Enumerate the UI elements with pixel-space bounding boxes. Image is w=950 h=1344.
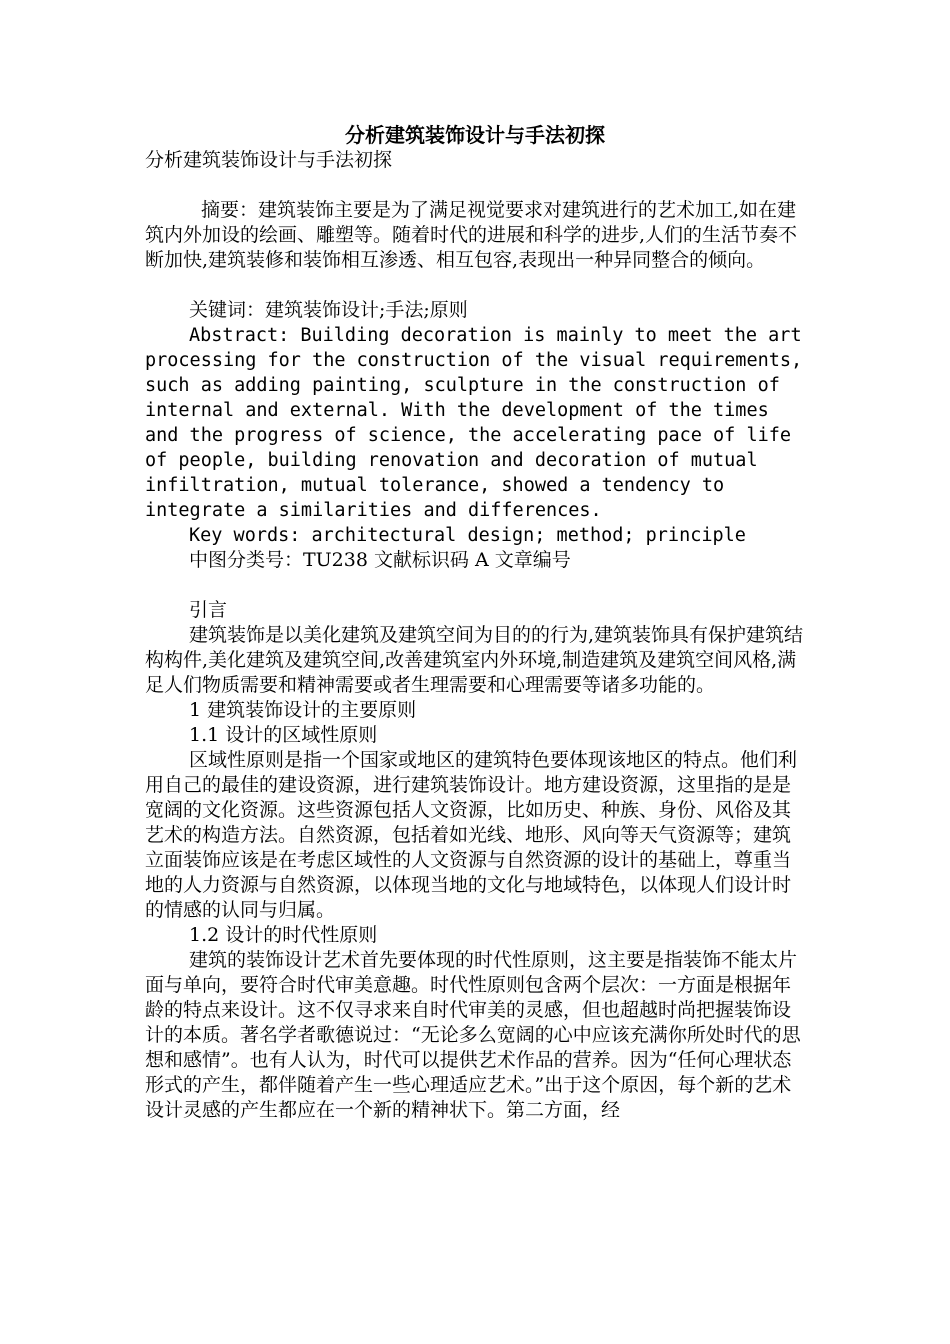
- abstract-cn: 摘要：建筑装饰主要是为了满足视觉要求对建筑进行的艺术加工,如在建筑内外加设的绘画、雕塑等。随着时代的进展和科学的进步,人们的生活节奏不断加快,建筑装修和装饰相互渗透、相互包容,表现出一种异同整合的倾向。: [145, 199, 798, 271]
- section-1-1-paragraph: 区域性原则是指一个国家或地区的建筑特色要体现该地区的特点。他们利用自己的最佳的建设资源，进行建筑装饰设计。地方建设资源，这里指的是是宽阔的文化资源。这些资源包括人文资源，比如历史、种族、身份、风俗及其艺术的构造方法。自然资源，包括着如光线、地形、风向等天气资源等；建筑立面装饰应该是在考虑区域性的人文资源与自然资源的设计的基础上，尊重当地的人力资源与自然资源，以体现当地的文化与地域特色，以体现人们设计时的情感的认同与归属。: [145, 749, 798, 921]
- section-1-2-paragraph: 建筑的装饰设计艺术首先要体现的时代性原则，这主要是指装饰不能太片面与单向，要符合时代审美意趣。时代性原则包含两个层次：一方面是根据年龄的特点来设计。这不仅寻求来自时代审美的灵感，但也超越时尚把握装饰设计的本质。著名学者歌德说过：“无论多么宽阔的心中应该充满你所处时代的思想和感情”。也有人认为，时代可以提供艺术作品的营养。因为“任何心理状态形式的产生，都伴随着产生一些心理适应艺术。”出于这个原因，每个新的艺术设计灵感的产生都应在一个新的精神状下。第二方面，经: [145, 949, 801, 1121]
- document-body: [145, 148, 807, 1123]
- spacer: [145, 173, 807, 198]
- keywords-en: Key words: architectural design; method; principle: [189, 525, 746, 546]
- keywords-cn: 关键词：建筑装饰设计;手法;原则: [189, 299, 468, 321]
- document-subtitle: 分析建筑装饰设计与手法初探: [145, 149, 393, 171]
- document-title: 分析建筑装饰设计与手法初探: [345, 123, 605, 147]
- spacer: [145, 573, 807, 598]
- classification-line: 中图分类号：TU238 文献标识码 A 文章编号: [189, 549, 571, 571]
- section-1-heading: 1 建筑装饰设计的主要原则: [189, 699, 417, 721]
- section-1-1-heading: 1.1 设计的区域性原则: [189, 724, 378, 746]
- section-1-2-heading: 1.2 设计的时代性原则: [189, 924, 378, 946]
- intro-heading: 引言: [189, 599, 228, 621]
- intro-paragraph: 建筑装饰是以美化建筑及建筑空间为目的的行为,建筑装饰具有保护建筑结构构件,美化建筑及建筑空间,改善建筑室内外环境,制造建筑及建筑空间风格,满足人们物质需要和精神需要或者生理需要和心理需要等诸多功能的。: [145, 624, 804, 696]
- abstract-en: Abstract: Building decoration is mainly to meet the art processing for the construction of the visual requirements, such as adding painting, sculpture in the construction of internal and external. With the development of the times and the progress of science, the accelerating pace of life of people, building renovation and decoration of mutual infiltration, mutual tolerance, showed a tendency to integrate a similarities and differences.: [145, 325, 803, 521]
- spacer: [145, 273, 807, 298]
